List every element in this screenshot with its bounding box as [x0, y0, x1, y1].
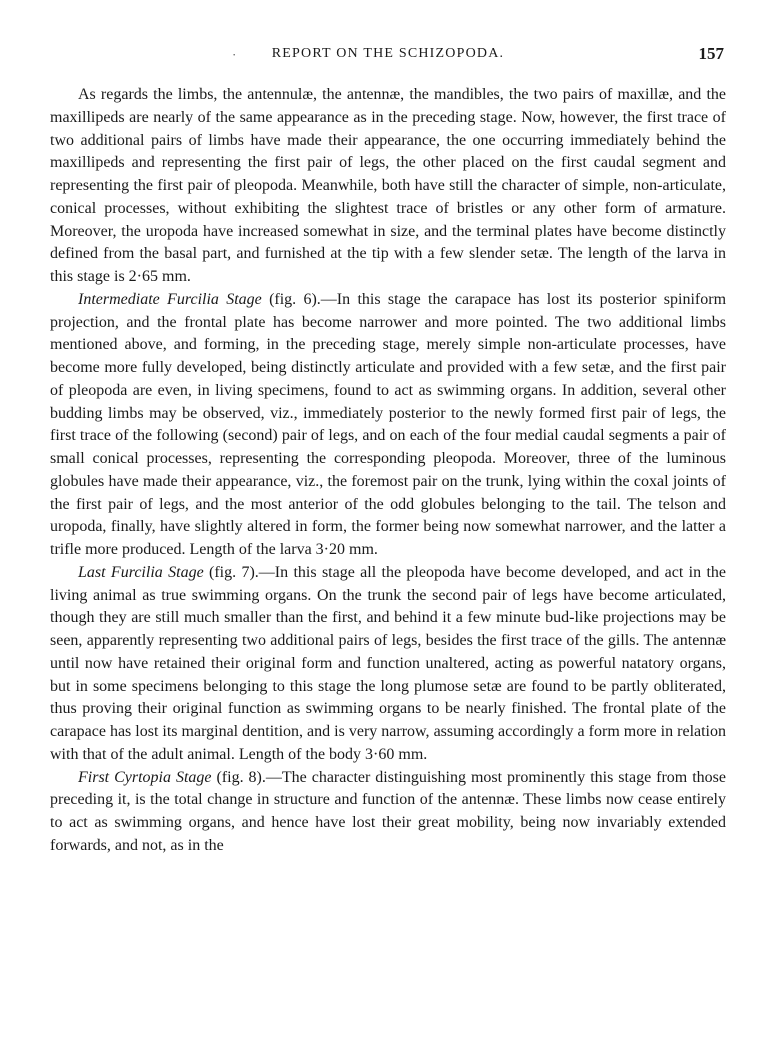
paragraph	[50, 767, 726, 858]
paragraph-text: As regards the limbs, the antennulæ, the antennæ, the mandibles, the two pairs of maxillæ, and the maxillipeds are nearly of the same appearance as in the preceding stage. Now, however, the first trace of two additional pairs of limbs have made their appearance, the one occurring immediately behind the maxillipeds and representing the first pair of legs, the other placed on the first caudal segment and representing the first pair of pleopoda. Meanwhile, both have still the character of simple, non-articulate, conical processes, without exhibiting the slightest trace of bristles or any other form of armature. Moreover, the uropoda have increased somewhat in size, and the terminal plates have become distinctly defined from the basal part, and furnished at the tip with a few slender setæ. The length of the larva in this stage is 2·65 mm.	[50, 86, 726, 285]
body-text	[50, 84, 726, 858]
paragraph-text: (fig. 8).—The character distinguishing most prominently this stage from those preceding it, is the total change in structure and function of the antennæ. These limbs now cease entirely to act as swimming organs, and hence have lost their great mobility, being now invariably extended forwards, and not, as in the	[50, 768, 726, 854]
paragraph-text: (fig. 7).—In this stage all the pleopoda have become developed, and act in the living animal as true swimming organs. On the trunk the second pair of legs have become articulated, though they are still much smaller than the first, and behind it a few minute bud-like projections may be seen, apparently representing two additional pairs of legs, besides the first trace of the gills. The antennæ until now have retained their original form and function unaltered, acting as powerful natatory organs, but in some specimens belonging to this stage the long plumose setæ are found to be partly obliterated, thus proving their original function as swimming organs to be nearly finished. The frontal plate of the carapace has lost its marginal dentition, and is very narrow, assuming accordingly a form more in relation with that of the adult animal. Length of the body 3·60 mm.	[50, 563, 726, 763]
header-dot: ·	[232, 47, 237, 62]
paragraph	[50, 562, 726, 767]
paragraph	[50, 84, 726, 289]
running-head: REPORT ON THE SCHIZOPODA.	[271, 46, 505, 61]
section-heading: First Cyrtopia Stage	[78, 768, 212, 786]
section-heading: Intermediate Furcilia Stage	[78, 290, 262, 308]
paragraph-text: (fig. 6).—In this stage the carapace has lost its posterior spiniform projection, and the frontal plate has become narrower and more pointed. The two additional limbs mentioned above, and forming, in the preceding stage, merely simple non-articulate processes, have become more fully developed, being distinctly articulate and provided with a few setæ, and the first pair of pleopoda are even, in living specimens, found to act as swimming organs. In addition, several other budding limbs may be observed, viz., immediately posterior to the newly formed first pair of legs, the first trace of the following (second) pair of legs, and on each of the four medial caudal segments a pair of small conical processes, representing the corresponding pleopoda. Moreover, three of the luminous globules have made their appearance, viz., the foremost pair on the trunk, lying within the coxal joints of the first pair of legs, and the most anterior of the odd globules belonging to the tail. The telson and uropoda, finally, have slightly altered in form, the former being now somewhat narrower, and the latter a trifle more produced. Length of the larva 3·20 mm.	[50, 290, 727, 558]
paragraph	[50, 289, 726, 562]
page-header	[0, 44, 776, 68]
section-heading: Last Furcilia Stage	[78, 563, 204, 581]
page-number: 157	[698, 44, 724, 63]
